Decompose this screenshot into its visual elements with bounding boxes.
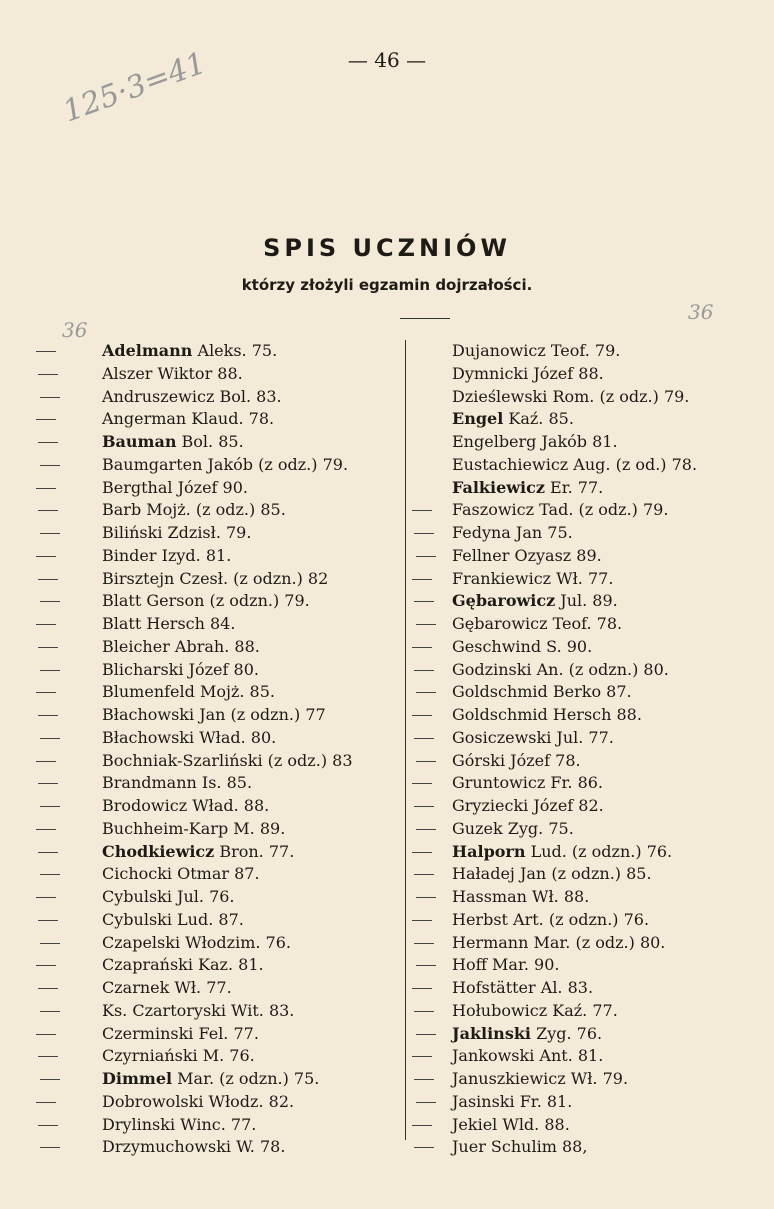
student-entry — [102, 772, 402, 795]
student-details: Jan (z odzn.) 77 — [194, 705, 326, 724]
student-details: Jan 75. — [510, 523, 573, 542]
student-entry — [452, 568, 772, 591]
student-details: Włodzim. 76. — [180, 932, 291, 952]
student-surname: Herbst — [452, 909, 508, 929]
student-details: Wit. 83. — [225, 1000, 295, 1020]
pencil-note-top-left: 125·3=41 — [58, 45, 211, 130]
tally-mark — [412, 920, 432, 921]
tally-mark — [40, 465, 60, 466]
student-surname: Ks. Czartoryski — [102, 1000, 226, 1020]
student-entry — [452, 841, 772, 864]
student-details: Berko 87. — [547, 682, 632, 702]
tally-mark — [36, 761, 56, 762]
student-surname: Jaklinski — [452, 1023, 531, 1043]
student-surname: Goldschmid — [452, 705, 548, 724]
student-surname: Czaprański — [102, 955, 193, 975]
student-entry — [452, 1068, 772, 1091]
student-surname: Bleicher — [102, 636, 170, 656]
student-details: Józef 90. — [172, 477, 248, 497]
tally-mark — [412, 988, 432, 989]
tally-mark — [416, 897, 436, 898]
student-entry — [102, 954, 402, 977]
student-surname: Engel — [452, 409, 504, 429]
tally-mark — [36, 1034, 56, 1035]
student-details: (z odz.) 83 — [262, 750, 353, 770]
student-entry — [102, 681, 402, 704]
student-details: Wł. 77. — [169, 978, 232, 997]
title-rule — [400, 318, 450, 319]
student-details: An. (z odzn.) 80. — [531, 659, 669, 679]
student-entry — [102, 1023, 402, 1046]
student-entry — [102, 568, 402, 591]
tally-mark — [38, 510, 58, 511]
student-details: Fr. 81. — [514, 1091, 573, 1111]
tally-mark — [38, 852, 58, 853]
page-subtitle: którzy złożyli egzamin dojrzałości. — [241, 276, 533, 294]
student-details: Rom. (z odz.) 79. — [547, 386, 690, 406]
tally-mark — [36, 897, 56, 898]
student-details: Bol. 83. — [214, 386, 282, 406]
student-details: Józef 82. — [528, 796, 604, 815]
student-entry — [452, 613, 772, 636]
student-surname: Blumenfeld — [102, 682, 195, 702]
tally-mark — [416, 624, 436, 625]
student-details: Jul. 77. — [551, 727, 614, 747]
student-entry — [102, 1091, 402, 1114]
tally-mark — [416, 1102, 436, 1103]
student-entry — [452, 772, 772, 795]
student-details: Fr. 86. — [545, 773, 604, 793]
student-details: Schulim 88, — [485, 1137, 588, 1157]
student-details: Wład. 88. — [187, 796, 270, 815]
student-entry — [452, 454, 772, 477]
student-details: Teof. 79. — [545, 341, 621, 360]
tally-mark — [40, 533, 60, 534]
tally-mark — [414, 1147, 434, 1148]
student-details: Kaź. 85. — [503, 409, 574, 429]
student-surname: Czapelski — [102, 932, 181, 952]
student-details: Bron. 77. — [214, 841, 295, 861]
student-surname: Jekiel — [452, 1114, 498, 1134]
student-details: Mar. (z odzn.) 75. — [172, 1069, 320, 1088]
student-surname: Baumgarten — [102, 454, 203, 474]
student-details: Winc. 77. — [175, 1114, 257, 1134]
tally-mark — [36, 829, 56, 830]
tally-mark — [38, 783, 58, 784]
student-surname: Bauman — [102, 432, 177, 451]
tally-mark — [416, 761, 436, 762]
student-surname: Górski — [452, 750, 506, 770]
tally-mark — [414, 806, 434, 807]
tally-mark — [414, 943, 434, 944]
student-surname: Alszer — [102, 363, 153, 383]
student-surname: Guzek — [452, 818, 503, 838]
student-surname: Chodkiewicz — [102, 841, 215, 861]
student-entry — [452, 499, 772, 522]
tally-mark — [412, 579, 432, 580]
student-details: Otmar 87. — [172, 864, 260, 884]
tally-mark — [40, 943, 60, 944]
student-surname: Dobrowolski — [102, 1091, 204, 1111]
student-details: Ozyasz 89. — [509, 545, 602, 565]
student-surname: Halporn — [452, 841, 526, 861]
tally-mark — [412, 1125, 432, 1126]
student-entry — [102, 636, 402, 659]
tally-mark — [38, 920, 58, 921]
tally-mark — [36, 556, 56, 557]
student-details: Art. (z odzn.) 76. — [507, 909, 650, 929]
student-entry — [102, 454, 402, 477]
tally-mark — [414, 533, 434, 534]
tally-mark — [414, 670, 434, 671]
student-entry — [452, 932, 772, 955]
student-entry — [452, 1045, 772, 1068]
student-surname: Engelberg — [452, 432, 537, 451]
student-details: Jul. 89. — [555, 591, 618, 611]
tally-mark — [412, 852, 432, 853]
student-surname: Frankiewicz — [452, 568, 552, 588]
tally-mark — [38, 579, 58, 580]
student-surname: Faszowicz — [452, 500, 535, 520]
student-surname: Czyrniański — [102, 1046, 198, 1066]
student-surname: Binder — [102, 545, 157, 565]
student-surname: Błachowski — [102, 727, 195, 747]
student-details: Bol. 85. — [176, 432, 244, 451]
student-details: Ant. 81. — [534, 1046, 604, 1066]
student-entry — [102, 590, 402, 613]
student-entry — [452, 477, 772, 500]
tally-mark — [412, 510, 432, 511]
tally-mark — [36, 965, 56, 966]
student-entry — [452, 522, 772, 545]
student-surname: Fedyna — [452, 523, 511, 542]
student-surname: Gryziecki — [452, 796, 529, 815]
tally-mark — [416, 1034, 436, 1035]
tally-mark — [412, 715, 432, 716]
student-details: Jul. 76. — [171, 887, 235, 906]
student-entry — [102, 1000, 402, 1023]
student-entry — [102, 750, 402, 773]
student-entry — [452, 818, 772, 841]
student-entry — [102, 659, 402, 682]
student-surname: Blicharski — [102, 659, 184, 679]
student-entry — [102, 499, 402, 522]
student-entry — [452, 954, 772, 977]
student-details: Abrah. 88. — [169, 636, 260, 656]
student-list-left — [102, 340, 402, 1159]
student-surname: Drylinski — [102, 1114, 176, 1134]
tally-mark — [40, 806, 60, 807]
student-entry — [452, 886, 772, 909]
tally-mark — [38, 374, 58, 375]
student-surname: Cichocki — [102, 864, 173, 884]
student-details: S. 90. — [541, 636, 593, 656]
student-details: M. 76. — [197, 1046, 255, 1066]
student-details: Aug. (z od.) 78. — [568, 454, 698, 474]
student-entry — [102, 1068, 402, 1091]
student-surname: Haładej — [452, 864, 515, 884]
tally-mark — [414, 601, 434, 602]
tally-mark — [36, 1102, 56, 1103]
student-entry — [102, 613, 402, 636]
tally-mark — [38, 647, 58, 648]
student-entry — [452, 1000, 772, 1023]
student-details: Hersch 88. — [547, 705, 642, 724]
student-entry — [452, 1136, 772, 1159]
tally-mark — [414, 1011, 434, 1012]
student-surname: Brandmann — [102, 773, 197, 793]
student-entry — [452, 863, 772, 886]
student-surname: Hermann — [452, 932, 529, 952]
student-entry — [102, 727, 402, 750]
student-entry — [102, 841, 402, 864]
student-surname: Błachowski — [102, 705, 195, 724]
student-surname: Adelmann — [102, 341, 193, 360]
student-details: Jan (z odzn.) 85. — [514, 864, 652, 884]
student-surname: Dzieślewski — [452, 386, 548, 406]
student-details: Zyg. 75. — [502, 818, 574, 838]
student-details: Er. 77. — [544, 477, 604, 497]
student-details: Wld. 88. — [497, 1114, 570, 1134]
student-details: Lud. (z odzn.) 76. — [525, 841, 673, 861]
student-entry — [102, 704, 402, 727]
tally-mark — [40, 1147, 60, 1148]
tally-mark — [38, 442, 58, 443]
student-entry — [102, 545, 402, 568]
student-surname: Hassman — [452, 887, 527, 906]
student-entry — [452, 340, 772, 363]
student-entry — [102, 477, 402, 500]
student-entry — [452, 545, 772, 568]
student-surname: Hoff — [452, 955, 487, 975]
student-entry — [452, 704, 772, 727]
student-details: Mojż. (z odz.) 85. — [141, 500, 286, 520]
tally-mark — [40, 1079, 60, 1080]
student-entry — [102, 340, 402, 363]
student-entry — [452, 1114, 772, 1137]
student-entry — [102, 1045, 402, 1068]
student-surname: Andruszewicz — [102, 386, 215, 406]
student-details: Józef 80. — [183, 659, 259, 679]
student-details: M. 89. — [228, 818, 286, 838]
student-details: Lud. 87. — [171, 909, 244, 929]
student-entry — [452, 1023, 772, 1046]
page-number: — 46 — — [347, 48, 427, 72]
student-surname: Cybulski — [102, 909, 172, 929]
student-entry — [452, 386, 772, 409]
student-surname: Juer — [452, 1137, 486, 1157]
student-entry — [452, 795, 772, 818]
student-details: Mar. (z odz.) 80. — [528, 932, 666, 952]
tally-mark — [414, 738, 434, 739]
tally-mark — [38, 1125, 58, 1126]
student-surname: Barb — [102, 500, 142, 520]
student-details: Józef 88. — [528, 363, 604, 383]
student-surname: Brodowicz — [102, 796, 188, 815]
student-details: Mar. 90. — [486, 955, 560, 975]
student-entry — [452, 909, 772, 932]
student-details: Czesł. (z odzn.) 82 — [174, 568, 329, 588]
student-surname: Gosiczewski — [452, 727, 552, 747]
column-divider — [405, 340, 406, 1140]
student-surname: Blatt — [102, 591, 142, 611]
student-surname: Biliński — [102, 523, 163, 542]
tally-mark — [38, 1056, 58, 1057]
student-surname: Blatt — [102, 614, 142, 633]
student-details: Fel. 77. — [193, 1023, 259, 1043]
student-entry — [452, 727, 772, 750]
student-details: Wł. 79. — [565, 1069, 629, 1088]
tally-mark — [40, 670, 60, 671]
tally-mark — [414, 1079, 434, 1080]
tally-mark — [38, 988, 58, 989]
student-surname: Gruntowicz — [452, 773, 546, 793]
tally-mark — [416, 556, 436, 557]
tally-mark — [416, 965, 436, 966]
student-surname: Bergthal — [102, 477, 173, 497]
student-details: Jakób (z odz.) 79. — [202, 454, 349, 474]
student-entry — [102, 431, 402, 454]
student-surname: Czarnek — [102, 978, 170, 997]
student-surname: Czerminski — [102, 1023, 194, 1043]
student-details: Włodz. 82. — [203, 1091, 295, 1111]
student-details: Tad. (z odz.) 79. — [534, 500, 669, 520]
student-entry — [102, 1136, 402, 1159]
student-surname: Bochniak-Szarliński — [102, 750, 263, 770]
tally-mark — [412, 783, 432, 784]
student-entry — [452, 750, 772, 773]
student-surname: Dimmel — [102, 1069, 173, 1088]
student-details: Wł. 77. — [551, 568, 614, 588]
student-details: Wł. 88. — [526, 887, 590, 906]
tally-mark — [38, 715, 58, 716]
student-surname: Hofstätter — [452, 978, 536, 997]
tally-mark — [36, 419, 56, 420]
tally-mark — [40, 738, 60, 739]
student-surname: Cybulski — [102, 887, 172, 906]
student-details: Zdzisł. 79. — [162, 523, 252, 542]
student-entry — [452, 636, 772, 659]
student-entry — [452, 977, 772, 1000]
student-surname: Eustachiewicz — [452, 454, 569, 474]
student-details: Kaź. 77. — [547, 1000, 618, 1020]
student-surname: Falkiewicz — [452, 477, 545, 497]
student-details: Wiktor 88. — [152, 363, 243, 383]
tally-mark — [40, 601, 60, 602]
tally-mark — [40, 397, 60, 398]
student-details: Izyd. 81. — [156, 545, 232, 565]
student-entry — [102, 909, 402, 932]
tally-mark — [412, 647, 432, 648]
student-details: Zyg. 76. — [530, 1023, 603, 1043]
student-surname: Jankowski — [452, 1046, 535, 1066]
student-entry — [102, 408, 402, 431]
student-entry — [452, 1091, 772, 1114]
student-entry — [452, 431, 772, 454]
tally-mark — [412, 1056, 432, 1057]
student-entry — [102, 363, 402, 386]
student-entry — [102, 522, 402, 545]
student-details: Kaz. 81. — [192, 955, 264, 975]
student-entry — [102, 977, 402, 1000]
pencil-note-right: 36 — [688, 300, 714, 324]
student-entry — [452, 659, 772, 682]
pencil-note-left: 36 — [62, 318, 88, 342]
student-entry — [102, 795, 402, 818]
student-surname: Januszkiewicz — [452, 1069, 566, 1088]
student-entry — [102, 818, 402, 841]
student-surname: Hołubowicz — [452, 1000, 548, 1020]
tally-mark — [36, 351, 56, 352]
student-surname: Drzymuchowski — [102, 1137, 232, 1157]
student-surname: Jasinski — [452, 1091, 515, 1111]
student-entry — [102, 886, 402, 909]
student-surname: Geschwind — [452, 636, 542, 656]
student-entry — [102, 386, 402, 409]
student-details: Hersch 84. — [141, 614, 236, 633]
tally-mark — [416, 829, 436, 830]
student-surname: Fellner — [452, 545, 510, 565]
student-entry — [102, 863, 402, 886]
student-surname: Dymnicki — [452, 363, 529, 383]
student-surname: Goldschmid — [452, 682, 548, 702]
student-details: Jakób 81. — [536, 432, 618, 451]
student-details: W. 78. — [231, 1137, 286, 1157]
student-surname: Gębarowicz — [452, 614, 548, 633]
tally-mark — [416, 692, 436, 693]
student-details: Józef 78. — [505, 750, 581, 770]
tally-mark — [36, 692, 56, 693]
student-surname: Godzinski — [452, 659, 532, 679]
tally-mark — [40, 874, 60, 875]
tally-mark — [40, 1011, 60, 1012]
student-surname: Gębarowicz — [452, 591, 556, 611]
page-title: SPIS UCZNIÓW — [263, 234, 511, 262]
tally-mark — [36, 624, 56, 625]
student-list-right — [452, 340, 772, 1159]
student-details: Wład. 80. — [194, 727, 277, 747]
student-details: Teof. 78. — [547, 614, 623, 633]
student-details: Aleks. 75. — [192, 341, 278, 360]
tally-mark — [36, 488, 56, 489]
student-entry — [452, 590, 772, 613]
student-entry — [102, 932, 402, 955]
student-details: Klaud. 78. — [186, 409, 275, 429]
student-details: Gerson (z odzn.) 79. — [141, 591, 310, 611]
student-entry — [452, 363, 772, 386]
student-details: Al. 83. — [535, 978, 594, 997]
student-entry — [452, 681, 772, 704]
student-details: Is. 85. — [196, 773, 253, 793]
tally-mark — [414, 874, 434, 875]
student-surname: Angerman — [102, 409, 187, 429]
student-surname: Birsztejn — [102, 568, 175, 588]
student-surname: Dujanowicz — [452, 341, 546, 360]
student-entry — [452, 408, 772, 431]
student-details: Mojż. 85. — [194, 682, 275, 702]
student-entry — [102, 1114, 402, 1137]
student-surname: Buchheim-Karp — [102, 818, 229, 838]
